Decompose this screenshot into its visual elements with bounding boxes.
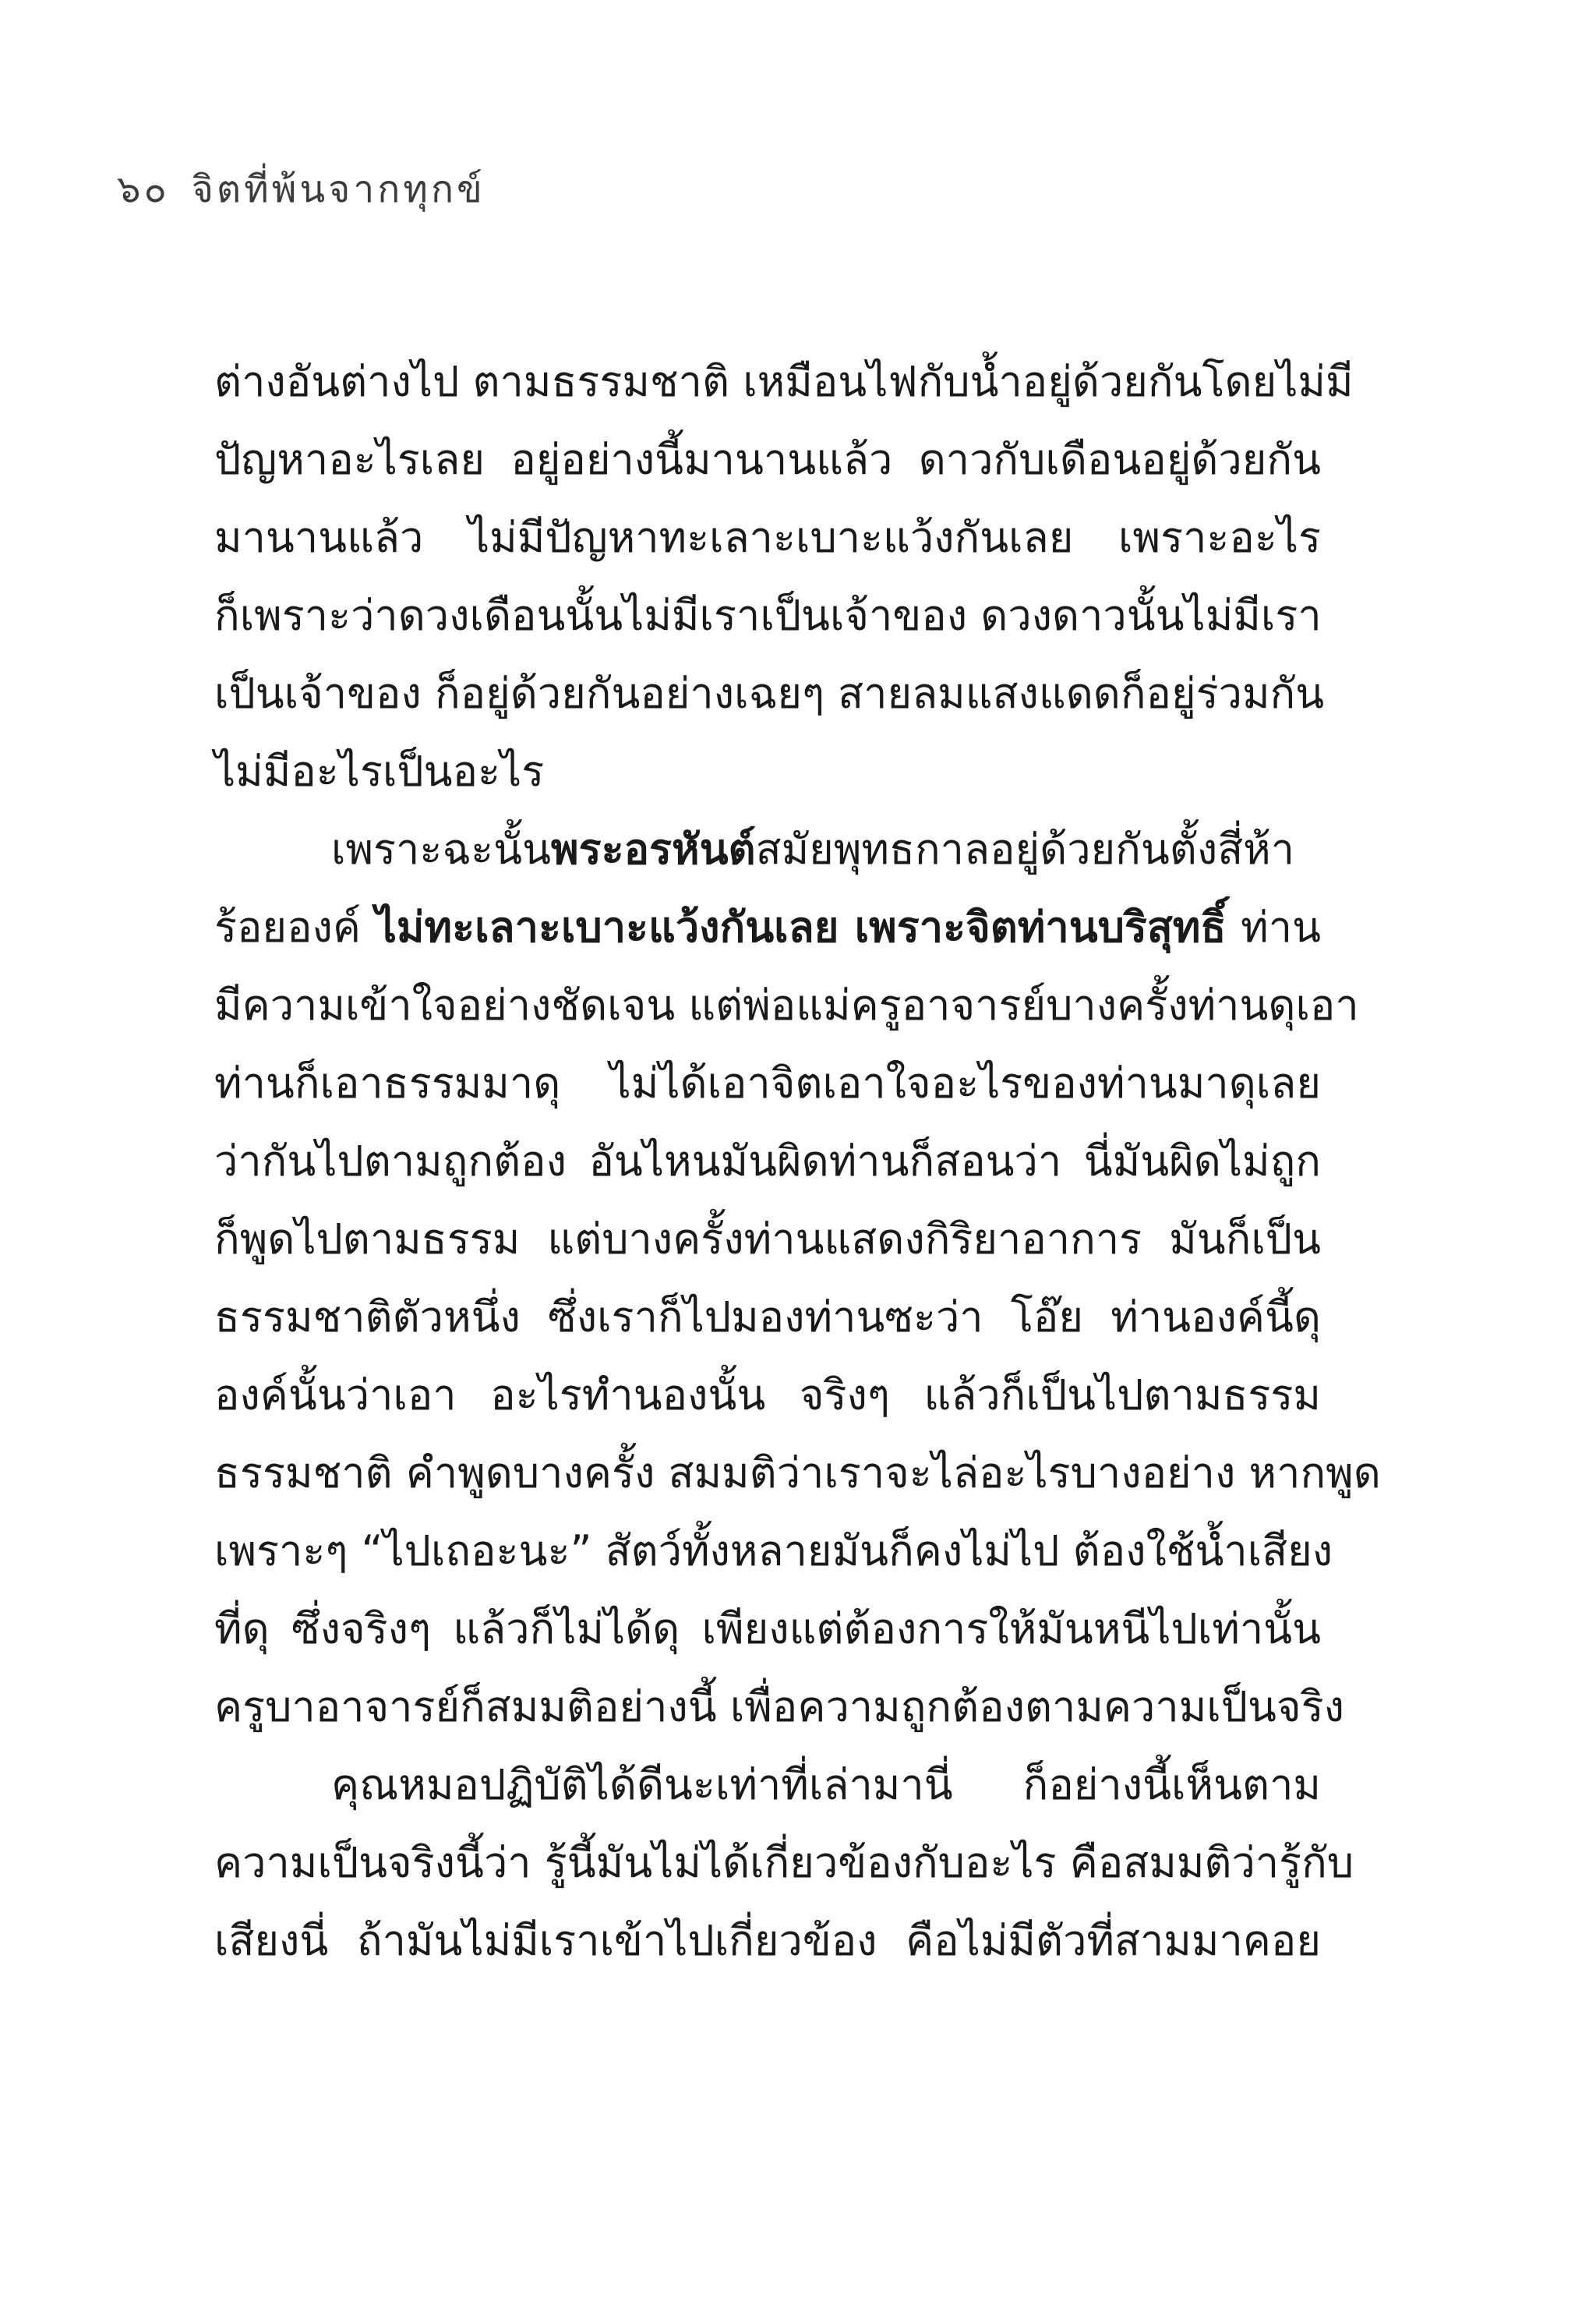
text-run: สมัยพุทธกาลอยู่ด้วยกันตั้งสี่ห้า bbox=[755, 825, 1295, 874]
book-title: จิตที่พ้นจากทุกข์ bbox=[191, 168, 486, 211]
text-line: มานานแล้ว ไม่มีปัญหาทะเลาะเบาะแว้งกันเลย เพราะอะไร bbox=[214, 513, 1321, 562]
text-line: เป็นเจ้าของ ก็อยู่ด้วยกันอย่างเฉยๆ สายลมแสงแดดก็อยู่ร่วมกัน bbox=[214, 669, 1325, 718]
text-run: ร้อยองค์ bbox=[214, 903, 376, 952]
text-line: ว่ากันไปตามถูกต้อง อันไหนมันผิดท่านก็สอนว่า นี่มันผิดไม่ถูก bbox=[214, 1137, 1321, 1186]
text-line: ไม่มีอะไรเป็นอะไร bbox=[214, 747, 545, 796]
text-line: ปัญหาอะไรเลย อยู่อย่างนี้มานานแล้ว ดาวกับเดือนอยู่ด้วยกัน bbox=[214, 435, 1321, 484]
page-number: ๖๐ bbox=[117, 168, 170, 211]
text-line-paragraph-start bbox=[214, 811, 1321, 889]
text-line: ต่างอันต่างไป ตามธรรมชาติ เหมือนไฟกับน้ำอยู่ด้วยกันโดยไม่มี bbox=[214, 357, 1354, 406]
text-line: ครูบาอาจารย์ก็สมมติอย่างนี้ เพื่อความถูกต้องตามความเป็นจริง bbox=[214, 1682, 1344, 1731]
bold-text-run: พระอรหันต์ bbox=[551, 825, 756, 874]
text-line: ความเป็นจริงนี้ว่า รู้นี้มันไม่ได้เกี่ยวข้องกับอะไร คือสมมติว่ารู้กับ bbox=[214, 1838, 1354, 1887]
text-line-paragraph-start: คุณหมอปฏิบัติได้ดีนะเท่าที่เล่ามานี่ ก็อย่างนี้เห็นตาม bbox=[331, 1760, 1321, 1809]
text-line: ธรรมชาติ คำพูดบางครั้ง สมมติว่าเราจะไล่อะไรบางอย่าง หากพูด bbox=[214, 1448, 1381, 1497]
text-line: ท่านก็เอาธรรมมาดุ ไม่ได้เอาจิตเอาใจอะไรของท่านมาดุเลย bbox=[214, 1059, 1321, 1108]
text-line: ธรรมชาติตัวหนึ่ง ซึ่งเราก็ไปมองท่านซะว่า โอ๊ย ท่านองค์นี้ดุ bbox=[214, 1292, 1321, 1342]
text-line: องค์นั้นว่าเอา อะไรทำนองนั้น จริงๆ แล้วก็เป็นไปตามธรรม bbox=[214, 1370, 1321, 1419]
text-run: เพราะฉะนั้น bbox=[331, 825, 551, 874]
text-line: เสียงนี่ ถ้ามันไม่มีเราเข้าไปเกี่ยวข้อง คือไม่มีตัวที่สามมาคอย bbox=[214, 1916, 1321, 1965]
body-text bbox=[214, 343, 1381, 1980]
text-line: เพราะๆ “ไปเถอะนะ” สัตว์ทั้งหลายมันก็คงไม่ไป ต้องใช้น้ำเสียง bbox=[214, 1526, 1333, 1575]
text-line: ก็พูดไปตามธรรม แต่บางครั้งท่านแสดงกิริยาอาการ มันก็เป็น bbox=[214, 1214, 1321, 1264]
running-header bbox=[117, 160, 486, 219]
text-line: ก็เพราะว่าดวงเดือนนั้นไม่มีเราเป็นเจ้าของ ดวงดาวนั้นไม่มีเรา bbox=[214, 591, 1322, 640]
text-line bbox=[214, 889, 1321, 967]
bold-text-run: ไม่ทะเลาะเบาะแว้งกันเลย เพราะจิตท่านบริสุทธิ์ bbox=[375, 903, 1227, 952]
text-line: มีความเข้าใจอย่างชัดเจน แต่พ่อแม่ครูอาจารย์บางครั้งท่านดุเอา bbox=[214, 981, 1359, 1030]
text-line: ที่ดุ ซึ่งจริงๆ แล้วก็ไม่ได้ดุ เพียงแต่ต้องการให้มันหนีไปเท่านั้น bbox=[214, 1604, 1321, 1653]
text-run: ท่าน bbox=[1226, 903, 1321, 952]
